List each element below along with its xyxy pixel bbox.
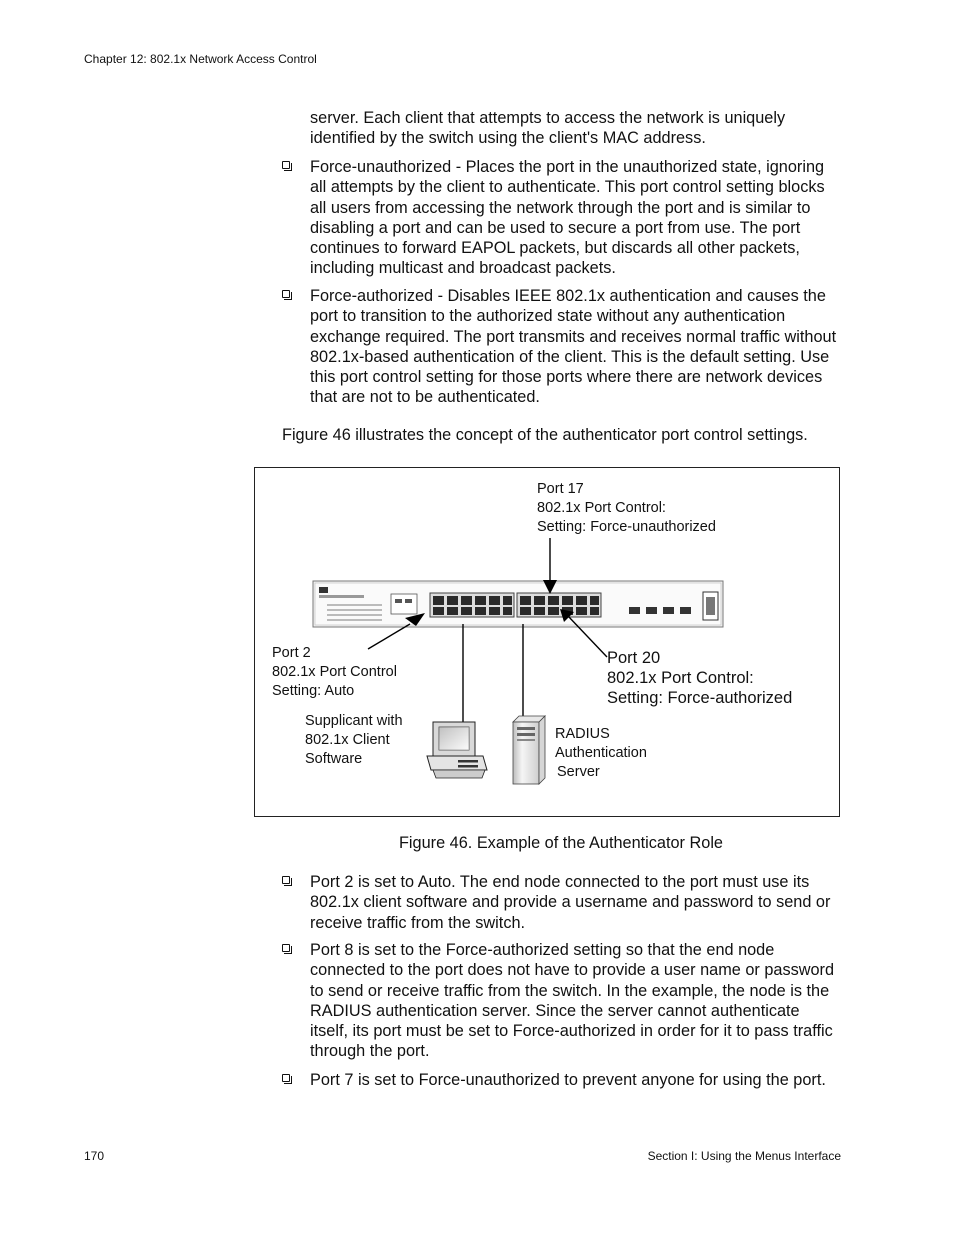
- checkbox-bullet-icon: [282, 1074, 290, 1082]
- figure-46: [254, 467, 840, 817]
- page-number: 170: [84, 1149, 105, 1163]
- port2-label: Port 2 802.1x Port Control Setting: Auto: [272, 645, 397, 699]
- running-header: Chapter 12: 802.1x Network Access Control: [84, 52, 317, 66]
- list-item-text: Force-unauthorized - Places the port in the unauthorized state, ignoring all attempts by the client to authenticate. This port control setting blocks all users from accessing the network through the port and is similar to disabling a port and can be used to secure a port from use. The port continues to forward EAPOL packets, but discards all other packets, including multicast and broadcast packets.: [310, 158, 825, 278]
- list-item: [310, 872, 842, 933]
- list-item: [310, 157, 842, 279]
- intro-continuation: server. Each client that attempts to access the network is uniquely identified by the switch using the client's MAC address.: [310, 109, 786, 148]
- checkbox-bullet-icon: [282, 161, 290, 169]
- server-icon: [513, 716, 545, 784]
- figure-caption: Figure 46. Example of the Authenticator Role: [398, 834, 723, 852]
- list-item: [310, 286, 842, 408]
- list-item: [310, 940, 842, 1062]
- supplicant-label: Supplicant with 802.1x Client Software: [305, 713, 403, 767]
- computer-icon: [427, 722, 487, 778]
- list-item-text: Port 2 is set to Auto. The end node connected to the port must use its 802.1x client software and provide a username and password to send or receive traffic from the switch.: [310, 873, 831, 932]
- switch-icon: [313, 581, 723, 627]
- list-item-text: Force-authorized - Disables IEEE 802.1x authentication and causes the port to transition to the authorized state without any authentication exchange required. The port transmits and receives normal traffic without 802.1x-based authentication of the client. This is the default setting. Use this port control setting for those ports where there are network devices that are not to be authenticated.: [310, 287, 837, 407]
- list-item-text: Port 7 is set to Force-unauthorized to prevent anyone for using the port.: [310, 1071, 826, 1089]
- port20-label: Port 20 802.1x Port Control: Setting: Force-authorized: [607, 649, 793, 707]
- running-footer: Section I: Using the Menus Interface: [647, 1149, 841, 1163]
- figure-intro: Figure 46 illustrates the concept of the authenticator port control settings.: [282, 426, 808, 444]
- radius-server-label: RADIUS Authentication Server: [555, 726, 647, 780]
- checkbox-bullet-icon: [282, 876, 290, 884]
- port17-label: Port 17 802.1x Port Control: Setting: Force-unauthorized: [537, 481, 716, 535]
- list-item: [310, 1070, 842, 1090]
- checkbox-bullet-icon: [282, 944, 290, 952]
- list-item-text: Port 8 is set to the Force-authorized setting so that the end node connected to the port does not have to provide a user name or password to send or receive traffic from the switch. In the example, the node is the RADIUS authentication server. Since the server cannot authenticate itself, its port must be set to Force-authorized in order for it to pass traffic through the port.: [310, 941, 835, 1061]
- checkbox-bullet-icon: [282, 290, 290, 298]
